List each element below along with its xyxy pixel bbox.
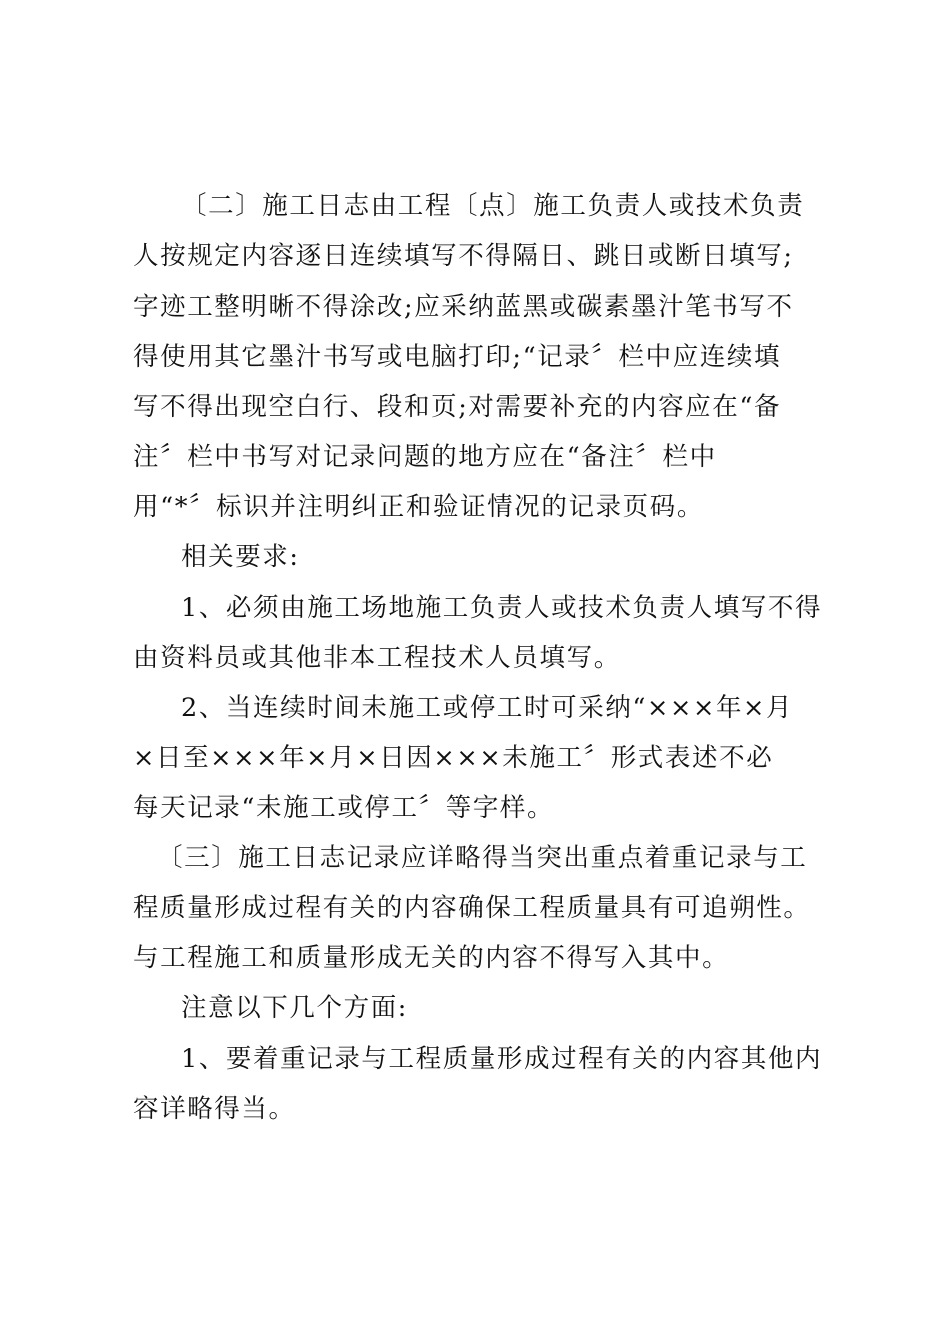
note-1-line-1: 1、要着重记录与工程质量形成过程有关的内容其他内 <box>181 1044 823 1074</box>
paragraph-3-line-1: 〔三〕施工日志记录应详略得当突出重点着重记录与工 <box>157 843 808 873</box>
paragraph-2-line-4: 得使用其它墨汁书写或电脑打印;“记录〞栏中应连续填 <box>133 342 782 372</box>
requirement-2-line-3: 每天记录“未施工或停工〞等字样。 <box>133 793 555 823</box>
notes-heading: 注意以下几个方面: <box>181 993 408 1023</box>
paragraph-3-line-2: 程质量形成过程有关的内容确保工程质量具有可追朔性。 <box>133 893 811 923</box>
requirement-1-line-2: 由资料员或其他非本工程技术人员填写。 <box>133 643 621 673</box>
paragraph-2-line-7: 用“*〞标识并注明纠正和验证情况的记录页码。 <box>133 492 704 522</box>
requirement-2-line-2: ×日至×××年×月×日因×××未施工〞形式表述不必 <box>133 743 774 773</box>
paragraph-2-line-1: 〔二〕施工日志由工程〔点〕施工负责人或技术负责 <box>181 191 805 221</box>
requirement-1-line-1: 1、必须由施工场地施工负责人或技术负责人填写不得 <box>181 593 823 623</box>
paragraph-2-line-6: 注〞栏中书写对记录问题的地方应在“备注〞栏中 <box>133 442 717 472</box>
paragraph-2-line-2: 人按规定内容逐日连续填写不得隔日、跳日或断日填写; <box>133 241 794 271</box>
paragraph-2-line-5: 写不得出现空白行、段和页;对需要补充的内容应在“备 <box>133 392 782 422</box>
requirements-heading: 相关要求: <box>181 542 300 572</box>
paragraph-3-line-3: 与工程施工和质量形成无关的内容不得写入其中。 <box>133 943 730 973</box>
paragraph-2-line-3: 字迹工整明晰不得涂改;应采纳蓝黑或碳素墨汁笔书写不 <box>133 292 794 322</box>
note-1-line-2: 容详略得当。 <box>133 1094 296 1124</box>
requirement-2-line-1: 2、当连续时间未施工或停工时可采纳“×××年×月 <box>181 693 794 723</box>
